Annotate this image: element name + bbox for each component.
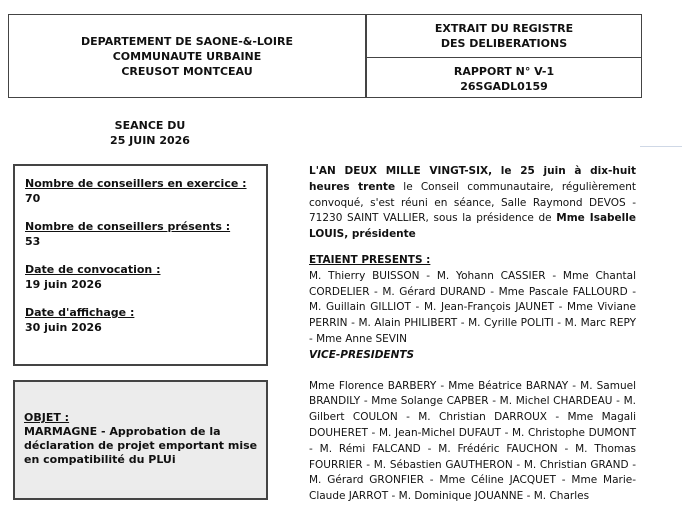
intro-year: L'AN DEUX MILLE VINGT-SIX <box>309 165 489 177</box>
council-info-box <box>13 164 268 366</box>
seance-date-block <box>90 118 210 148</box>
objet-box <box>13 380 268 500</box>
seance-label: SEANCE DU <box>114 119 186 132</box>
header-registre-box <box>366 14 642 98</box>
convocation-value: 19 juin 2026 <box>25 278 102 291</box>
vice-presidents-names: M. Thierry BUISSON - M. Yohann CASSIER - Mme Chantal CORDELIER - M. Gérard DURAND - Mme Pascale FALLOURD - M. Guillain GILLIOT - M. Jean-François JAUNET - Mme Viviane PERRIN - M. Alain PHILIBERT - M. Cyrille POLITI - M. Marc REPY - Mme Anne SEVIN <box>309 269 636 345</box>
presents-title: ETAIENT PRESENTS : <box>309 253 431 266</box>
exercice-value: 70 <box>25 192 41 205</box>
intro-time: dix-huit heures trente <box>309 165 636 193</box>
header-communaute-line: COMMUNAUTE URBAINE <box>112 49 262 63</box>
rapport-code: 26SGADL0159 <box>460 79 548 93</box>
registre-line-2: DES DELIBERATIONS <box>440 37 568 50</box>
affichage-label: Date d'affichage : <box>25 306 135 319</box>
intro-president: Mme Isabelle LOUIS, présidente <box>309 212 636 241</box>
convocation-label: Date de convocation : <box>25 263 161 276</box>
header-city-line: CREUSOT MONTCEAU <box>121 64 253 78</box>
objet-description: - Approbation de la déclaration de projet emportant mise en compatibilité du PLUi <box>24 425 258 466</box>
objet-commune: MARMAGNE <box>24 425 98 438</box>
rapport-number: RAPPORT N° V-1 <box>453 64 555 78</box>
divider-line <box>640 146 682 147</box>
objet-text <box>24 425 258 467</box>
members-names: Mme Florence BARBERY - Mme Béatrice BARNAY - M. Samuel BRANDILY - Mme Solange CAPBER - M. Michel CHARDEAU - M. Gilbert COULON - M. Christian DARROUX - Mme Magali DOUHERET - M. Jean-Michel DUFAUT - M. Christophe DUMONT - M. Rémi FALCAND - M. Frédéric FAUCHON - M. Thomas FOURRIER - M. Sébastien GAUTHERON - M. Christian GRAND - M. Gérard GRONFIER - Mme Céline JACQUET - Mme Marie-Claude JARROT - M. Dominique JOUANNE - M. Charles <box>309 379 636 503</box>
presents-value: 53 <box>25 235 41 248</box>
seance-date: 25 JUIN 2026 <box>110 134 190 147</box>
presents-label: Nombre de conseillers présents : <box>25 220 231 233</box>
header-department-box <box>8 14 366 98</box>
header-department-line: DEPARTEMENT DE SAONE-&-LOIRE <box>81 34 293 48</box>
deliberation-body <box>309 164 636 505</box>
intro-mid-1: , le 25 juin à <box>488 165 591 177</box>
intro-paragraph <box>309 164 636 243</box>
vice-presidents-label: VICE-PRESIDENTS <box>309 348 415 361</box>
intro-mid-2: le Conseil communautaire, régulièrement convoqué, s'est réuni en séance, Salle Raymond DEVOS - 71230 SAINT VALLIER, sous la présidence de <box>309 180 636 225</box>
registre-title <box>367 15 641 58</box>
rapport-reference <box>367 58 641 99</box>
registre-line-1: EXTRAIT DU REGISTRE <box>434 22 574 35</box>
affichage-value: 30 juin 2026 <box>25 321 102 334</box>
objet-label: OBJET : <box>24 411 70 424</box>
exercice-label: Nombre de conseillers en exercice : <box>25 177 247 190</box>
